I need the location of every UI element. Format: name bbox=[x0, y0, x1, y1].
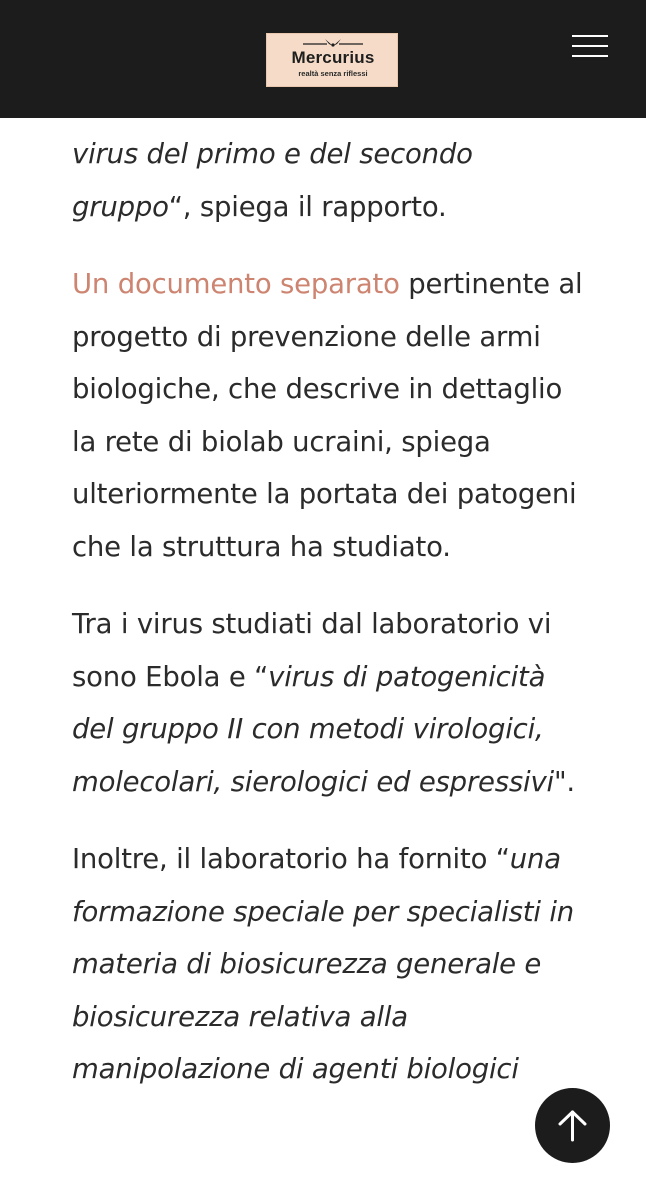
paragraph-text: “, spiega il rapporto. bbox=[168, 190, 447, 223]
paragraph-text: Tra i virus studiati dal laboratorio vi sono Ebola e “ bbox=[72, 608, 552, 693]
paragraph-3 bbox=[72, 598, 592, 808]
winged-logo-icon bbox=[267, 38, 399, 48]
menu-bar-middle bbox=[572, 45, 608, 47]
italic-quote: virus di patogenicità del gruppo II con metodi virologici, molecolari, sierologici ed espressivi bbox=[72, 660, 554, 798]
paragraph-4 bbox=[72, 833, 592, 1096]
site-logo[interactable] bbox=[266, 33, 398, 87]
paragraph-text: Inoltre, il laboratorio ha fornito “ bbox=[72, 843, 510, 875]
italic-quote: virus del primo e del secondo gruppo bbox=[72, 138, 473, 223]
hamburger-menu-icon[interactable] bbox=[566, 28, 614, 64]
article-body bbox=[72, 128, 592, 1121]
separate-document-link[interactable]: Un documento separato bbox=[72, 268, 400, 300]
menu-bar-bottom bbox=[572, 55, 608, 57]
menu-bar-top bbox=[572, 35, 608, 37]
paragraph-text: ". bbox=[553, 765, 575, 798]
scroll-to-top-button[interactable] bbox=[535, 1088, 610, 1163]
paragraph-1 bbox=[72, 128, 592, 233]
arrow-up-icon bbox=[555, 1108, 590, 1143]
paragraph-2 bbox=[72, 258, 592, 573]
logo-tagline: realtà senza riflessi bbox=[298, 69, 368, 78]
paragraph-text: pertinente al progetto di prevenzione delle armi biologiche, che descrive in dettaglio la rete di biolab ucraini, spiega ulteriormente la portata dei patogeni che la struttura ha studiato. bbox=[72, 268, 583, 563]
site-header bbox=[0, 0, 646, 118]
italic-quote: una formazione speciale per specialisti in materia di biosicurezza generale e biosicurezza relativa alla manipolazione di agenti biologici bbox=[72, 843, 575, 1085]
logo-name: Mercurius bbox=[291, 48, 375, 67]
